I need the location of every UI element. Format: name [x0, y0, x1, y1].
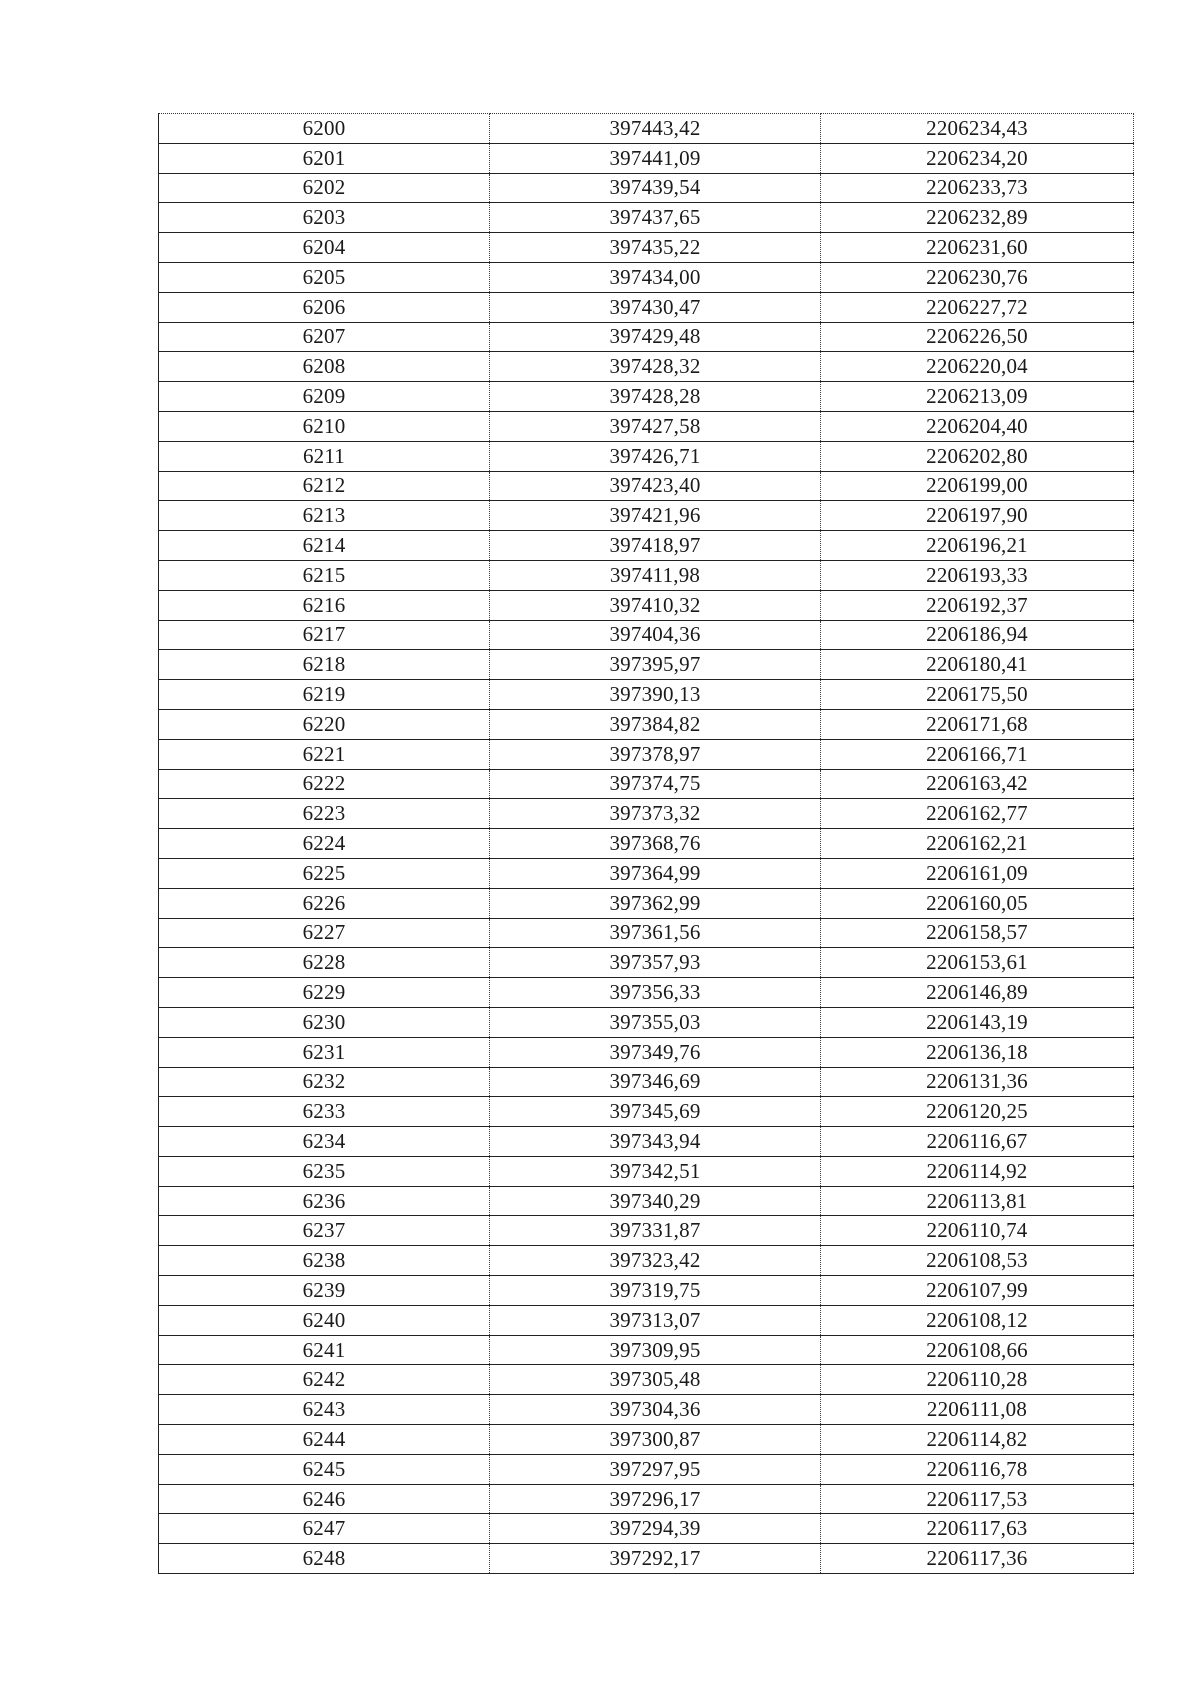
point-number-cell: 6207 [159, 322, 490, 352]
point-number-cell: 6217 [159, 620, 490, 650]
x-coordinate-cell: 397384,82 [490, 709, 821, 739]
y-coordinate-cell: 2206116,67 [821, 1127, 1134, 1157]
x-coordinate-cell: 397357,93 [490, 948, 821, 978]
y-coordinate-cell: 2206117,63 [821, 1514, 1134, 1544]
y-coordinate-cell: 2206158,57 [821, 918, 1134, 948]
x-coordinate-cell: 397309,95 [490, 1335, 821, 1365]
x-coordinate-cell: 397373,32 [490, 799, 821, 829]
x-coordinate-cell: 397418,97 [490, 531, 821, 561]
table-row [159, 233, 1134, 263]
point-number-cell: 6219 [159, 680, 490, 710]
table-row [159, 382, 1134, 412]
table-row [159, 352, 1134, 382]
point-number-cell: 6211 [159, 441, 490, 471]
table-row [159, 1544, 1134, 1574]
y-coordinate-cell: 2206232,89 [821, 203, 1134, 233]
x-coordinate-cell: 397423,40 [490, 471, 821, 501]
y-coordinate-cell: 2206234,43 [821, 114, 1134, 144]
y-coordinate-cell: 2206196,21 [821, 531, 1134, 561]
table-row [159, 411, 1134, 441]
table-row [159, 1365, 1134, 1395]
point-number-cell: 6212 [159, 471, 490, 501]
x-coordinate-cell: 397428,32 [490, 352, 821, 382]
y-coordinate-cell: 2206166,71 [821, 739, 1134, 769]
point-number-cell: 6201 [159, 143, 490, 173]
table-row [159, 501, 1134, 531]
table-row [159, 292, 1134, 322]
x-coordinate-cell: 397297,95 [490, 1454, 821, 1484]
table-row [159, 858, 1134, 888]
point-number-cell: 6209 [159, 382, 490, 412]
y-coordinate-cell: 2206162,21 [821, 829, 1134, 859]
y-coordinate-cell: 2206108,53 [821, 1246, 1134, 1276]
y-coordinate-cell: 2206143,19 [821, 1007, 1134, 1037]
point-number-cell: 6241 [159, 1335, 490, 1365]
table-row [159, 948, 1134, 978]
x-coordinate-cell: 397300,87 [490, 1425, 821, 1455]
table-row [159, 1425, 1134, 1455]
point-number-cell: 6204 [159, 233, 490, 263]
y-coordinate-cell: 2206108,66 [821, 1335, 1134, 1365]
y-coordinate-cell: 2206107,99 [821, 1276, 1134, 1306]
x-coordinate-cell: 397430,47 [490, 292, 821, 322]
y-coordinate-cell: 2206204,40 [821, 411, 1134, 441]
point-number-cell: 6243 [159, 1395, 490, 1425]
x-coordinate-cell: 397404,36 [490, 620, 821, 650]
y-coordinate-cell: 2206162,77 [821, 799, 1134, 829]
point-number-cell: 6218 [159, 650, 490, 680]
y-coordinate-cell: 2206192,37 [821, 590, 1134, 620]
x-coordinate-cell: 397294,39 [490, 1514, 821, 1544]
table-row [159, 888, 1134, 918]
x-coordinate-cell: 397342,51 [490, 1156, 821, 1186]
point-number-cell: 6213 [159, 501, 490, 531]
x-coordinate-cell: 397428,28 [490, 382, 821, 412]
table-row [159, 471, 1134, 501]
y-coordinate-cell: 2206180,41 [821, 650, 1134, 680]
point-number-cell: 6220 [159, 709, 490, 739]
point-number-cell: 6215 [159, 560, 490, 590]
y-coordinate-cell: 2206114,92 [821, 1156, 1134, 1186]
y-coordinate-cell: 2206131,36 [821, 1067, 1134, 1097]
y-coordinate-cell: 2206117,36 [821, 1544, 1134, 1574]
y-coordinate-cell: 2206234,20 [821, 143, 1134, 173]
point-number-cell: 6239 [159, 1276, 490, 1306]
y-coordinate-cell: 2206136,18 [821, 1037, 1134, 1067]
y-coordinate-cell: 2206160,05 [821, 888, 1134, 918]
x-coordinate-cell: 397439,54 [490, 173, 821, 203]
table-row [159, 1007, 1134, 1037]
table-row [159, 739, 1134, 769]
x-coordinate-cell: 397426,71 [490, 441, 821, 471]
y-coordinate-cell: 2206120,25 [821, 1097, 1134, 1127]
x-coordinate-cell: 397319,75 [490, 1276, 821, 1306]
point-number-cell: 6225 [159, 858, 490, 888]
y-coordinate-cell: 2206186,94 [821, 620, 1134, 650]
y-coordinate-cell: 2206110,74 [821, 1216, 1134, 1246]
x-coordinate-cell: 397356,33 [490, 978, 821, 1008]
point-number-cell: 6248 [159, 1544, 490, 1574]
point-number-cell: 6216 [159, 590, 490, 620]
x-coordinate-cell: 397390,13 [490, 680, 821, 710]
table-row [159, 1514, 1134, 1544]
point-number-cell: 6240 [159, 1305, 490, 1335]
y-coordinate-cell: 2206117,53 [821, 1484, 1134, 1514]
x-coordinate-cell: 397331,87 [490, 1216, 821, 1246]
point-number-cell: 6223 [159, 799, 490, 829]
table-row [159, 1186, 1134, 1216]
point-number-cell: 6228 [159, 948, 490, 978]
table-row [159, 1305, 1134, 1335]
table-row [159, 590, 1134, 620]
y-coordinate-cell: 2206163,42 [821, 769, 1134, 799]
y-coordinate-cell: 2206116,78 [821, 1454, 1134, 1484]
table-row [159, 143, 1134, 173]
point-number-cell: 6245 [159, 1454, 490, 1484]
point-number-cell: 6244 [159, 1425, 490, 1455]
table-row [159, 531, 1134, 561]
table-row [159, 1484, 1134, 1514]
y-coordinate-cell: 2206193,33 [821, 560, 1134, 590]
x-coordinate-cell: 397378,97 [490, 739, 821, 769]
x-coordinate-cell: 397305,48 [490, 1365, 821, 1395]
y-coordinate-cell: 2206220,04 [821, 352, 1134, 382]
table-row [159, 620, 1134, 650]
point-number-cell: 6227 [159, 918, 490, 948]
point-number-cell: 6208 [159, 352, 490, 382]
point-number-cell: 6229 [159, 978, 490, 1008]
table-row [159, 709, 1134, 739]
x-coordinate-cell: 397441,09 [490, 143, 821, 173]
coordinates-table [158, 113, 1134, 1574]
point-number-cell: 6242 [159, 1365, 490, 1395]
y-coordinate-cell: 2206230,76 [821, 262, 1134, 292]
x-coordinate-cell: 397313,07 [490, 1305, 821, 1335]
x-coordinate-cell: 397429,48 [490, 322, 821, 352]
y-coordinate-cell: 2206233,73 [821, 173, 1134, 203]
point-number-cell: 6226 [159, 888, 490, 918]
table-row [159, 262, 1134, 292]
y-coordinate-cell: 2206171,68 [821, 709, 1134, 739]
y-coordinate-cell: 2206108,12 [821, 1305, 1134, 1335]
table-row [159, 680, 1134, 710]
table-row [159, 799, 1134, 829]
point-number-cell: 6202 [159, 173, 490, 203]
x-coordinate-cell: 397361,56 [490, 918, 821, 948]
y-coordinate-cell: 2206153,61 [821, 948, 1134, 978]
coordinates-table-body [159, 114, 1134, 1574]
table-row [159, 1127, 1134, 1157]
y-coordinate-cell: 2206213,09 [821, 382, 1134, 412]
point-number-cell: 6235 [159, 1156, 490, 1186]
table-row [159, 978, 1134, 1008]
point-number-cell: 6231 [159, 1037, 490, 1067]
y-coordinate-cell: 2206111,08 [821, 1395, 1134, 1425]
table-row [159, 173, 1134, 203]
x-coordinate-cell: 397437,65 [490, 203, 821, 233]
x-coordinate-cell: 397374,75 [490, 769, 821, 799]
point-number-cell: 6206 [159, 292, 490, 322]
x-coordinate-cell: 397355,03 [490, 1007, 821, 1037]
y-coordinate-cell: 2206161,09 [821, 858, 1134, 888]
table-row [159, 650, 1134, 680]
x-coordinate-cell: 397427,58 [490, 411, 821, 441]
table-row [159, 1395, 1134, 1425]
point-number-cell: 6246 [159, 1484, 490, 1514]
point-number-cell: 6203 [159, 203, 490, 233]
table-row [159, 1276, 1134, 1306]
table-row [159, 1156, 1134, 1186]
y-coordinate-cell: 2206197,90 [821, 501, 1134, 531]
x-coordinate-cell: 397368,76 [490, 829, 821, 859]
table-row [159, 114, 1134, 144]
point-number-cell: 6247 [159, 1514, 490, 1544]
point-number-cell: 6234 [159, 1127, 490, 1157]
table-row [159, 769, 1134, 799]
x-coordinate-cell: 397296,17 [490, 1484, 821, 1514]
point-number-cell: 6221 [159, 739, 490, 769]
table-row [159, 918, 1134, 948]
table-row [159, 1037, 1134, 1067]
point-number-cell: 6230 [159, 1007, 490, 1037]
x-coordinate-cell: 397410,32 [490, 590, 821, 620]
point-number-cell: 6236 [159, 1186, 490, 1216]
x-coordinate-cell: 397349,76 [490, 1037, 821, 1067]
x-coordinate-cell: 397411,98 [490, 560, 821, 590]
y-coordinate-cell: 2206226,50 [821, 322, 1134, 352]
x-coordinate-cell: 397421,96 [490, 501, 821, 531]
point-number-cell: 6237 [159, 1216, 490, 1246]
y-coordinate-cell: 2206175,50 [821, 680, 1134, 710]
y-coordinate-cell: 2206146,89 [821, 978, 1134, 1008]
table-row [159, 322, 1134, 352]
x-coordinate-cell: 397395,97 [490, 650, 821, 680]
table-row [159, 203, 1134, 233]
x-coordinate-cell: 397323,42 [490, 1246, 821, 1276]
x-coordinate-cell: 397292,17 [490, 1544, 821, 1574]
x-coordinate-cell: 397434,00 [490, 262, 821, 292]
x-coordinate-cell: 397435,22 [490, 233, 821, 263]
y-coordinate-cell: 2206227,72 [821, 292, 1134, 322]
point-number-cell: 6233 [159, 1097, 490, 1127]
point-number-cell: 6210 [159, 411, 490, 441]
y-coordinate-cell: 2206202,80 [821, 441, 1134, 471]
point-number-cell: 6232 [159, 1067, 490, 1097]
point-number-cell: 6205 [159, 262, 490, 292]
point-number-cell: 6200 [159, 114, 490, 144]
y-coordinate-cell: 2206231,60 [821, 233, 1134, 263]
x-coordinate-cell: 397340,29 [490, 1186, 821, 1216]
table-row [159, 1097, 1134, 1127]
point-number-cell: 6224 [159, 829, 490, 859]
table-row [159, 560, 1134, 590]
table-row [159, 1335, 1134, 1365]
x-coordinate-cell: 397362,99 [490, 888, 821, 918]
table-row [159, 441, 1134, 471]
table-row [159, 1216, 1134, 1246]
table-row [159, 1246, 1134, 1276]
table-row [159, 1067, 1134, 1097]
point-number-cell: 6238 [159, 1246, 490, 1276]
table-row [159, 1454, 1134, 1484]
y-coordinate-cell: 2206110,28 [821, 1365, 1134, 1395]
point-number-cell: 6222 [159, 769, 490, 799]
x-coordinate-cell: 397346,69 [490, 1067, 821, 1097]
x-coordinate-cell: 397364,99 [490, 858, 821, 888]
point-number-cell: 6214 [159, 531, 490, 561]
x-coordinate-cell: 397304,36 [490, 1395, 821, 1425]
table-row [159, 829, 1134, 859]
y-coordinate-cell: 2206114,82 [821, 1425, 1134, 1455]
y-coordinate-cell: 2206113,81 [821, 1186, 1134, 1216]
x-coordinate-cell: 397343,94 [490, 1127, 821, 1157]
x-coordinate-cell: 397345,69 [490, 1097, 821, 1127]
y-coordinate-cell: 2206199,00 [821, 471, 1134, 501]
x-coordinate-cell: 397443,42 [490, 114, 821, 144]
